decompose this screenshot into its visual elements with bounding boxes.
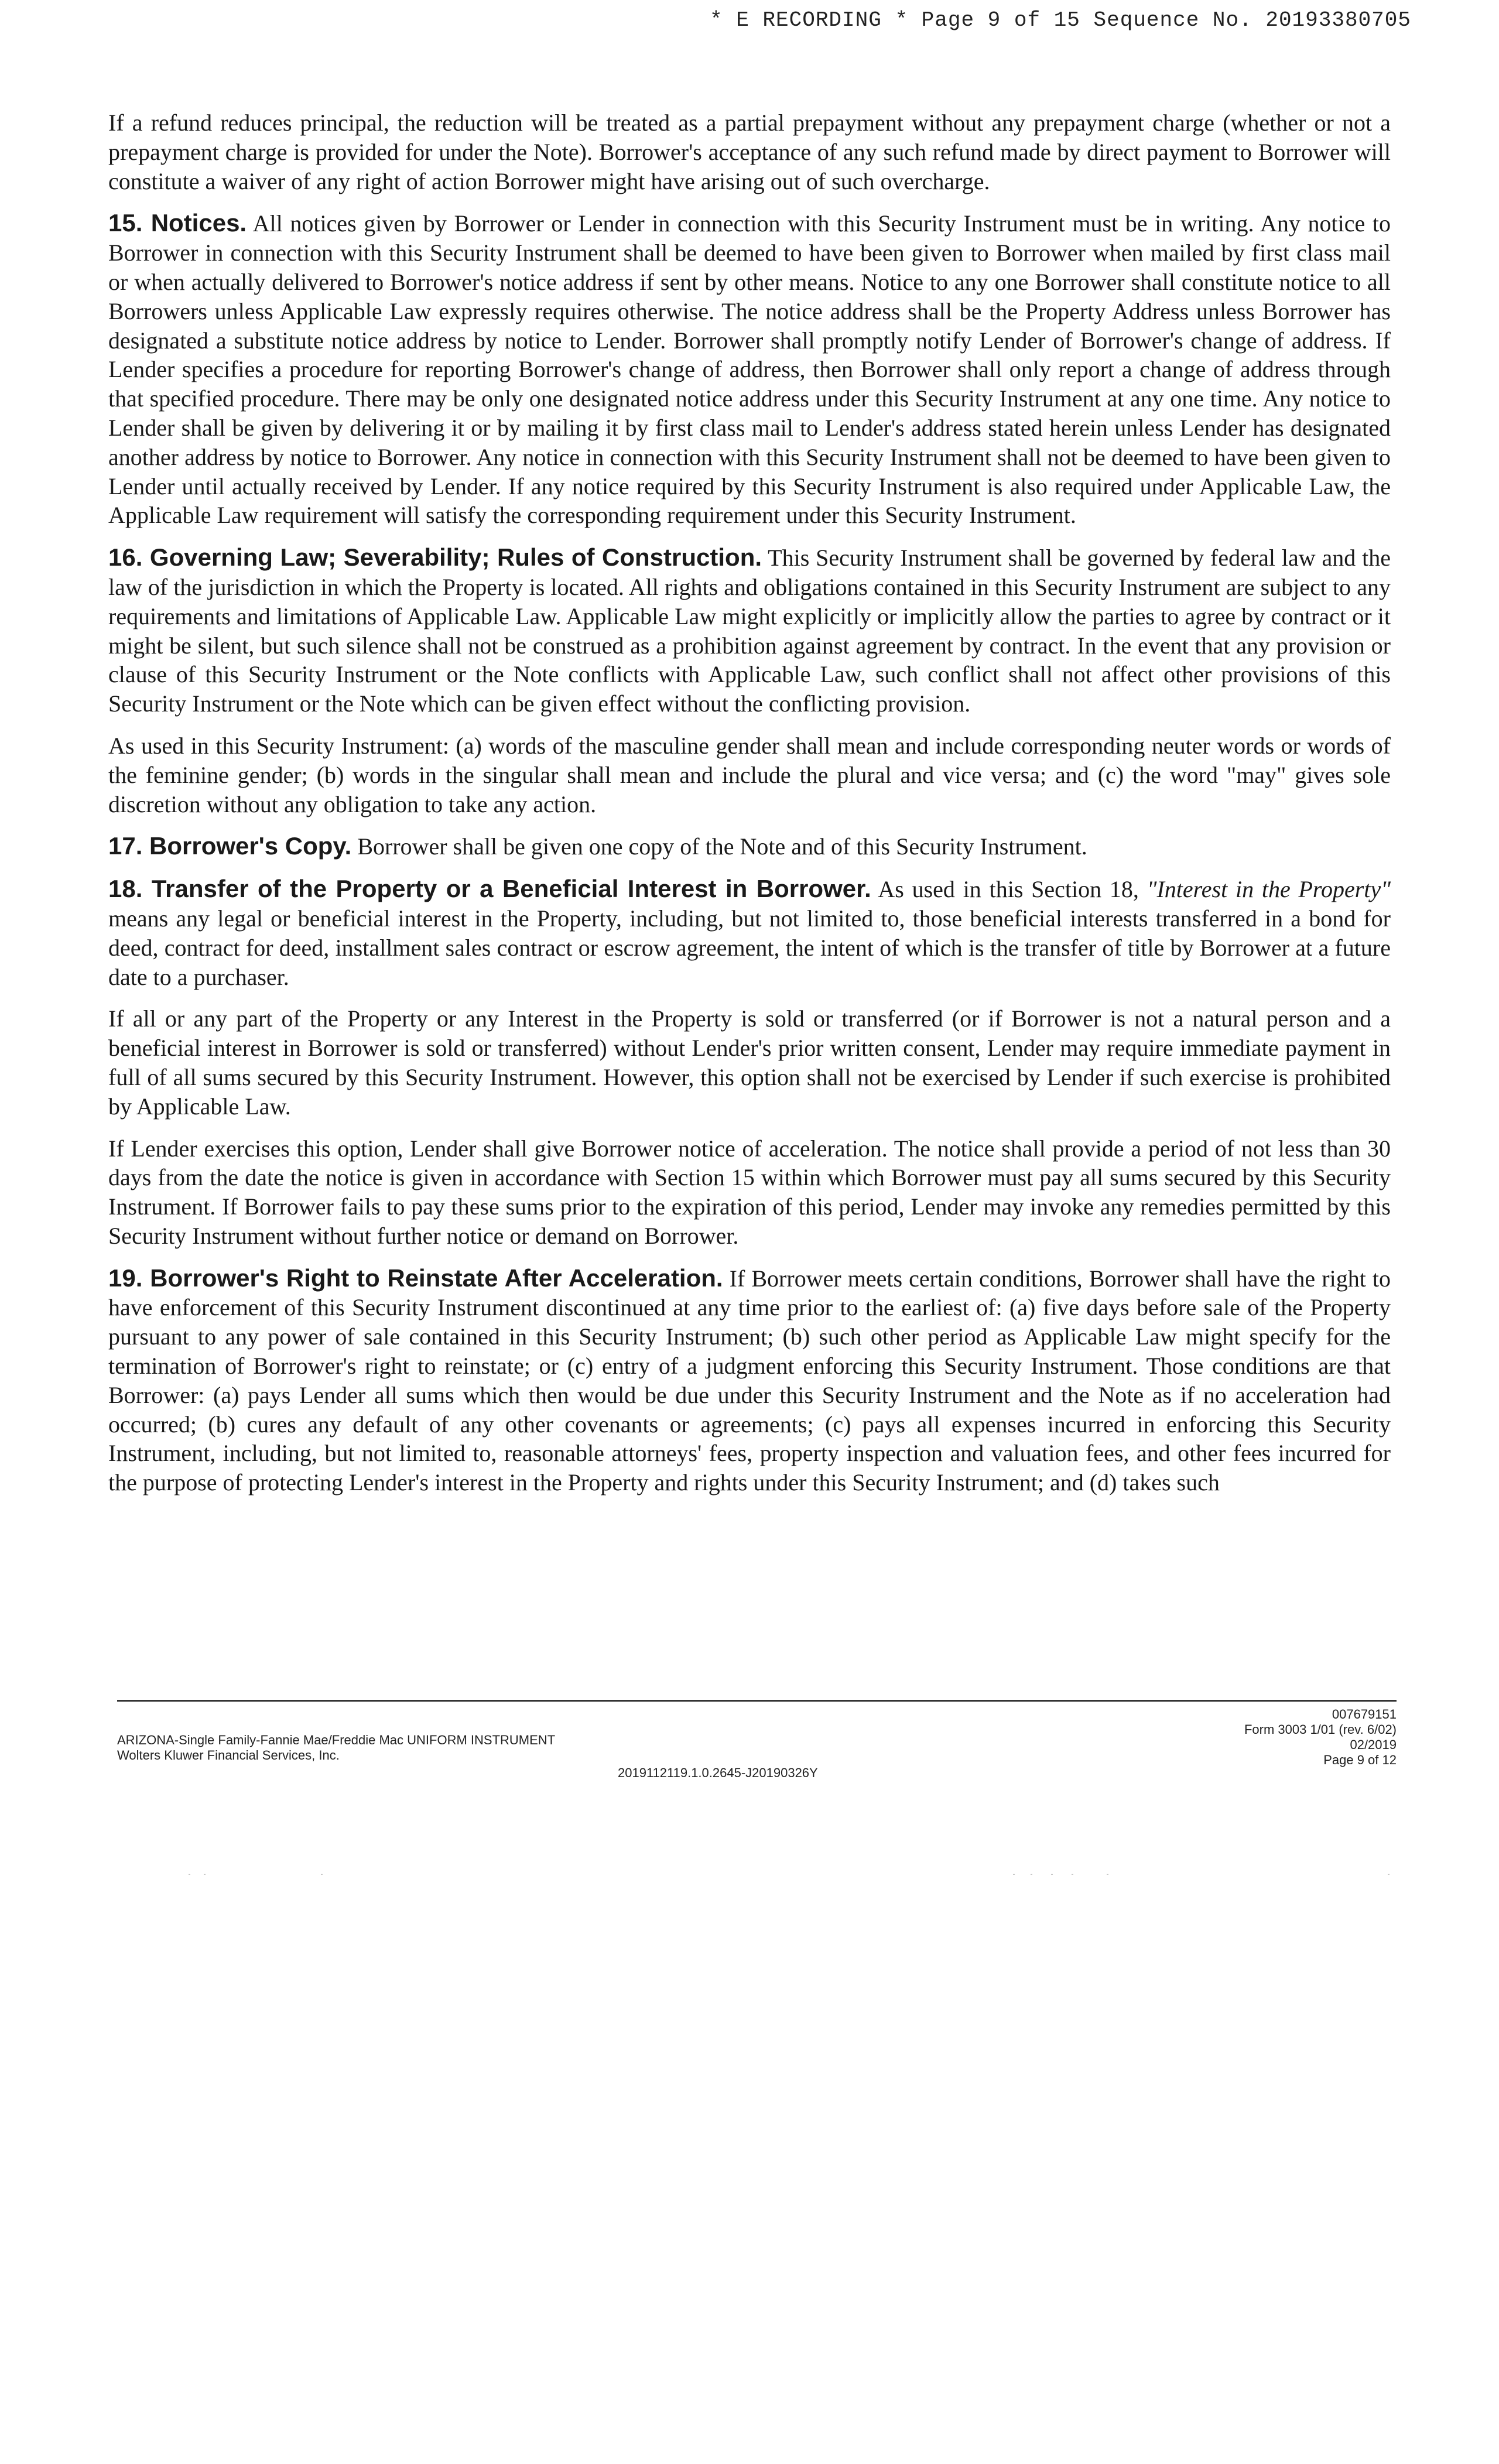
- page-footer: [117, 1707, 1397, 1789]
- scan-speck: [321, 1874, 323, 1875]
- page-number: Page 9 of 12: [1323, 1753, 1397, 1767]
- section-text: This Security Instrument shall be governed by federal law and the law of the jurisdiction in which the Property is located. All rights and obligations contained in this Security Instrument are subject to any requirements and limitations of Applicable Law. Applicable Law might explicitly or implicitly allow the parties to agree by contract or it might be silent, but such silence shall not be construed as a prohibition against agreement by contract. In the event that any provision or clause of this Security Instrument or the Note conflicts with Applicable Law, such conflict shall not affect other provisions of this Security Instrument or the Note which can be given effect without the conflicting provision.: [108, 545, 1391, 717]
- footer-form-info: [117, 1733, 555, 1763]
- section-text: All notices given by Borrower or Lender in connection with this Security Instrument must be in writing. Any notice to Borrower in connection with this Security Instrument shall be deemed to have been given to Borrower when mailed by first class mail or when actually delivered to Borrower's notice address if sent by other means. Notice to any one Borrower shall constitute notice to all Borrowers unless Applicable Law expressly requires otherwise. The notice address shall be the Property Address unless Borrower has designated a substitute notice address by notice to Lender. Borrower shall promptly notify Lender of Borrower's change of address. If Lender specifies a procedure for reporting Borrower's change of address, then Borrower shall only report a change of address through that specified procedure. There may be only one designated notice address under this Security Instrument at any one time. Any notice to Lender shall be given by delivering it or by mailing it by first class mail to Lender's address stated herein unless Lender has designated another address by notice to Borrower. Any notice in connection with this Security Instrument shall not be deemed to have been given to Lender until actually received by Lender. If any notice required by this Security Instrument is also required under Applicable Law, the Applicable Law requirement will satisfy the corresponding requirement under this Security Instrument.: [108, 210, 1391, 529]
- paragraph-acceleration: [108, 1134, 1391, 1251]
- scan-speck: [1031, 1874, 1032, 1875]
- section-19-reinstate: [108, 1264, 1391, 1497]
- recording-header: * E RECORDING * Page 9 of 15 Sequence No. 20193380705: [710, 8, 1411, 32]
- loan-number: 007679151: [1332, 1707, 1397, 1722]
- section-heading: 15. Notices.: [108, 209, 247, 237]
- section-heading: 16. Governing Law; Severability; Rules of Construction.: [108, 543, 762, 571]
- paragraph-sale-transfer: [108, 1004, 1391, 1121]
- defined-term: "Interest in the Property": [1147, 876, 1391, 903]
- section-text: means any legal or beneficial interest in the Property, including, but not limited to, those beneficial interests transferred in a bond for deed, contract for deed, installment sales contract or escrow agreement, the intent of which is the transfer of title by Borrower at a future date to a purchaser.: [108, 905, 1391, 990]
- section-17-borrowers-copy: [108, 831, 1391, 861]
- scan-speck: [1051, 1874, 1053, 1875]
- paragraph-text: If all or any part of the Property or any Interest in the Property is sold or transferred (or if Borrower is not a natural person and a beneficial interest in Borrower is sold or transferred) without Lender's prior written consent, Lender may require immediate payment in full of all sums secured by this Security Instrument. However, this option shall not be exercised by Lender if such exercise is prohibited by Applicable Law.: [108, 1005, 1391, 1120]
- scan-speck: [1388, 1874, 1390, 1875]
- scan-speck: [189, 1874, 190, 1875]
- paragraph-construction: [108, 731, 1391, 819]
- document-body: [108, 108, 1391, 1510]
- scan-speck: [1072, 1874, 1073, 1875]
- section-16-governing-law: [108, 543, 1391, 718]
- section-18-transfer: [108, 874, 1391, 991]
- section-text: Borrower shall be given one copy of the Note and of this Security Instrument.: [357, 833, 1087, 860]
- section-text-before: As used in this Section 18,: [878, 876, 1147, 903]
- footer-doc-id: 2019112119.1.0.2645-J20190326Y: [618, 1765, 818, 1780]
- scan-specks: [0, 1874, 1499, 1880]
- scan-speck: [1107, 1874, 1108, 1875]
- scan-speck: [204, 1874, 206, 1875]
- footer-divider: [117, 1700, 1397, 1702]
- publisher: Wolters Kluwer Financial Services, Inc.: [117, 1748, 340, 1763]
- section-heading: 18. Transfer of the Property or a Beneficial Interest in Borrower.: [108, 875, 871, 903]
- paragraph-text: If a refund reduces principal, the reduction will be treated as a partial prepayment without any prepayment charge (whether or not a prepayment charge is provided for under the Note). Borrower's acceptance of any such refund made by direct payment to Borrower will constitute a waiver of any right of action Borrower might have arising out of such overcharge.: [108, 109, 1391, 194]
- form-title: ARIZONA-Single Family-Fannie Mae/Freddie Mac UNIFORM INSTRUMENT: [117, 1733, 556, 1747]
- paragraph-text: If Lender exercises this option, Lender shall give Borrower notice of acceleration. The notice shall provide a period of not less than 30 days from the date the notice is given in accordance with Section 15 within which Borrower must pay all sums secured by this Security Instrument. If Borrower fails to pay these sums prior to the expiration of this period, Lender may invoke any remedies permitted by this Security Instrument without further notice or demand on Borrower.: [108, 1135, 1391, 1249]
- paragraph-text: As used in this Security Instrument: (a) words of the masculine gender shall mean and include corresponding neuter words or words of the feminine gender; (b) words in the singular shall mean and include the plural and vice versa; and (c) the word "may" gives sole discretion without any obligation to take any action.: [108, 732, 1391, 817]
- section-15-notices: [108, 208, 1391, 530]
- section-text: If Borrower meets certain conditions, Borrower shall have the right to have enforcement of this Security Instrument discontinued at any time prior to the earliest of: (a) five days before sale of the Property pursuant to any power of sale contained in this Security Instrument; (b) such other period as Applicable Law might specify for the termination of Borrower's right to reinstate; or (c) entry of a judgment enforcing this Security Instrument. Those conditions are that Borrower: (a) pays Lender all sums which then would be due under this Security Instrument and the Note as if no acceleration had occurred; (b) cures any default of any other covenants or agreements; (c) pays all expenses incurred in enforcing this Security Instrument, including, but not limited to, reasonable attorneys' fees, property inspection and valuation fees, and other fees incurred for the purpose of protecting Lender's interest in the Property and rights under this Security Instrument; and (d) takes such: [108, 1265, 1391, 1496]
- section-heading: 17. Borrower's Copy.: [108, 832, 352, 860]
- paragraph-refund: [108, 108, 1391, 196]
- form-number: Form 3003 1/01 (rev. 6/02): [1244, 1722, 1397, 1737]
- footer-form-meta: [1244, 1707, 1397, 1768]
- section-heading: 19. Borrower's Right to Reinstate After Acceleration.: [108, 1264, 723, 1292]
- revision-date: 02/2019: [1350, 1737, 1397, 1752]
- scan-speck: [1013, 1874, 1015, 1875]
